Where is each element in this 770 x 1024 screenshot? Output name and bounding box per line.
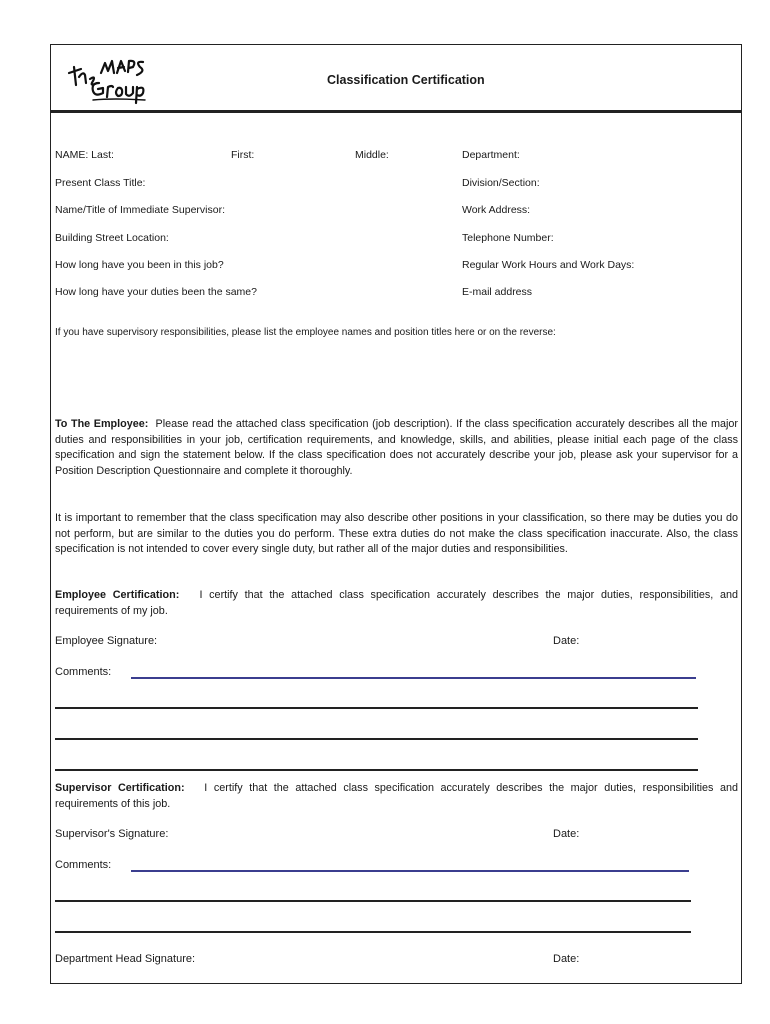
form-title: Classification Certification: [327, 73, 485, 87]
supervisor-name-title-label: Name/Title of Immediate Supervisor:: [55, 204, 226, 216]
how-long-duties-label: How long have your duties been the same?: [55, 286, 257, 298]
form-header: [51, 45, 741, 113]
employee-comments-line[interactable]: [55, 769, 698, 771]
employee-instructions-heading: To The Employee:: [55, 418, 149, 430]
supervisory-note: If you have supervisory responsibilities, please list the employee names and position titles here or on the reverse:: [55, 327, 556, 338]
supervisor-cert-heading: Supervisor Certification:: [55, 782, 185, 794]
supervisor-certification: [55, 781, 738, 812]
important-note: It is important to remember that the class specification may also describe other positions in your classification, so there may be duties you do not perform, but are similar to the duties you do perform. These extra duties do not make the class specification inaccurate. Also, the class specification is not intended to cover every single duty, but rather all of the major duties and responsibilities.: [55, 512, 738, 556]
name-last-label: NAME: Last:: [55, 149, 114, 161]
employee-comments-line[interactable]: [55, 738, 698, 740]
employee-date-label: Date:: [553, 635, 580, 647]
supervisor-comments-line[interactable]: [55, 900, 691, 902]
present-class-title-label: Present Class Title:: [55, 177, 146, 189]
work-address-label: Work Address:: [462, 204, 531, 216]
employee-signature-label: Employee Signature:: [55, 635, 158, 647]
name-first-label: First:: [231, 149, 255, 161]
regular-hours-label: Regular Work Hours and Work Days:: [462, 259, 635, 271]
name-middle-label: Middle:: [355, 149, 389, 161]
how-long-job-label: How long have you been in this job?: [55, 259, 224, 271]
maps-group-logo: [63, 51, 159, 107]
employee-certification: [55, 588, 738, 619]
employee-comments-line[interactable]: [131, 677, 696, 679]
department-head-date-label: Date:: [553, 953, 580, 965]
classification-form: [50, 44, 742, 984]
department-label: Department:: [462, 149, 520, 161]
employee-comments-line[interactable]: [55, 707, 698, 709]
employee-comments-label: Comments:: [55, 666, 112, 678]
supervisor-comments-label: Comments:: [55, 859, 112, 871]
employee-instructions: [55, 417, 738, 479]
building-location-label: Building Street Location:: [55, 232, 169, 244]
supervisor-signature-label: Supervisor's Signature:: [55, 828, 169, 840]
email-label: E-mail address: [462, 286, 533, 298]
employee-cert-text: I certify that the attached class specification accurately describes the major duties, responsibilities, and requirements of my job.: [55, 589, 739, 617]
division-section-label: Division/Section:: [462, 177, 540, 189]
employee-instructions-text: Please read the attached class specification (job description). If the class specification accurately describes all the major duties and responsibilities in your job, certification requirements, and knowledge, skills, and abilities, please initial each page of the class specification and sign the statement below. If the class specification does not accurately describe your job, please ask your supervisor for a Position Description Questionnaire and complete it thoroughly.: [55, 418, 739, 477]
telephone-number-label: Telephone Number:: [462, 232, 554, 244]
supervisor-comments-line[interactable]: [131, 870, 689, 872]
supervisor-cert-text: I certify that the attached class specification accurately describes the major duties, responsibilities and requirements of this job.: [55, 782, 738, 810]
supervisor-comments-line[interactable]: [55, 931, 691, 933]
department-head-signature-label: Department Head Signature:: [55, 953, 196, 965]
supervisor-date-label: Date:: [553, 828, 580, 840]
employee-cert-heading: Employee Certification:: [55, 589, 180, 601]
